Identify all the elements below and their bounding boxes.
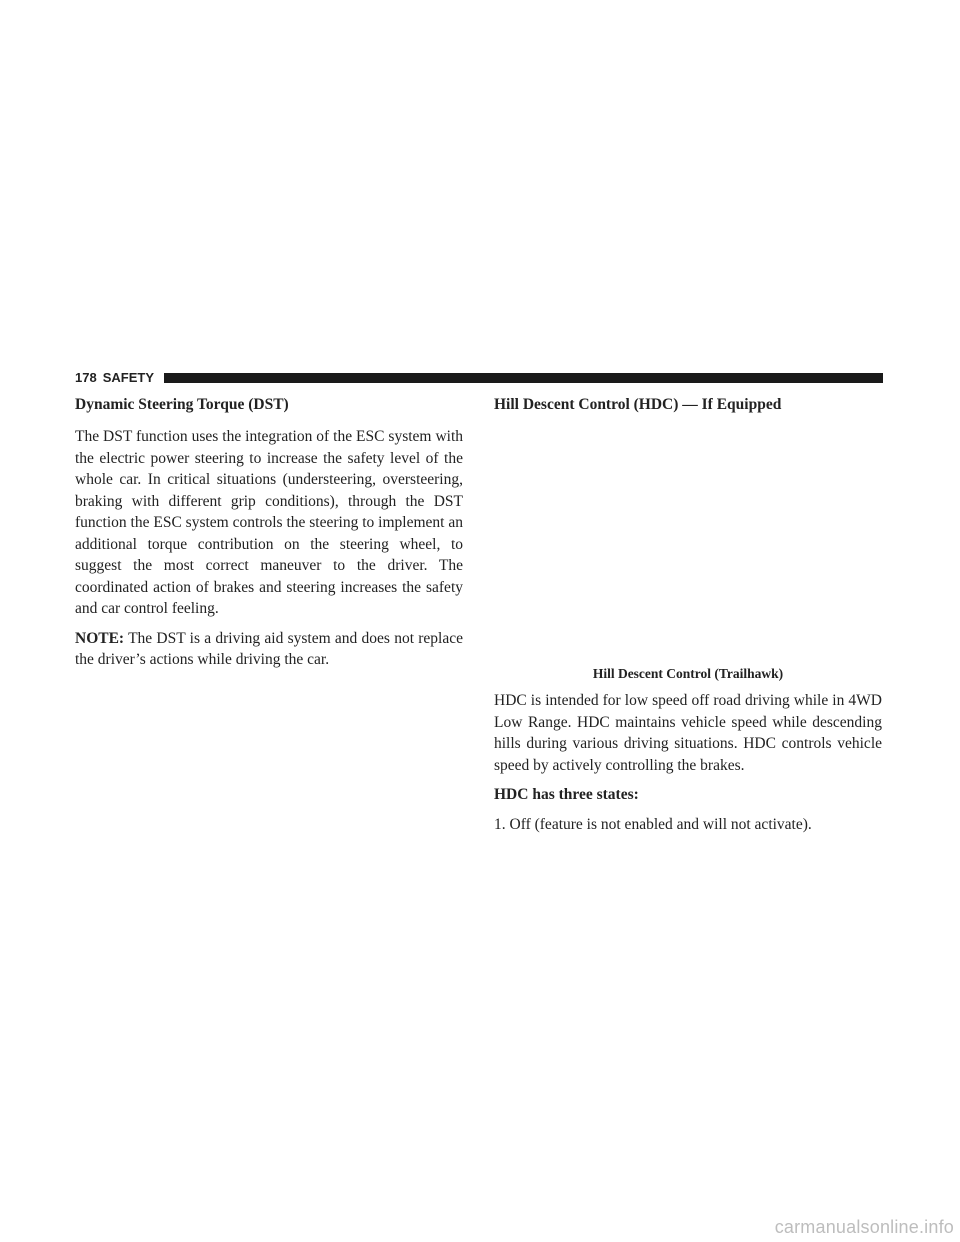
page-header [75,370,883,386]
page-number: 178 [75,370,97,385]
note-text: The DST is a driving aid system and does not replace the driver’s actions while driving the car. [75,629,463,668]
hdc-heading: Hill Descent Control (HDC) — If Equipped [494,396,782,413]
dst-heading: Dynamic Steering Torque (DST) [75,396,289,413]
left-column [75,394,463,679]
right-column [494,394,882,844]
list-item: 1. Off (feature is not enabled and will not activate). [494,816,812,833]
section-title: SAFETY [102,370,154,385]
note-label: NOTE: [75,629,125,647]
hdc-states-subheading: HDC has three states: [494,786,639,803]
dst-paragraph: The DST function uses the integration of the ESC system with the electric power steering to increase the safety level of the whole car. In critical situations (understeering, oversteering, braking with different grip conditions), through the DST function the ESC system controls the steering to implement an additional torque contribution on the steering wheel, to suggest the most correct maneuver to the driver. The coordinated action of brakes and steering increases the safety and car control feeling. [75,428,463,617]
header-rule [164,373,883,383]
dst-note [75,628,463,671]
hdc-figure [494,426,882,664]
figure-caption: Hill Descent Control (Trailhawk) [592,666,784,681]
hdc-paragraph: HDC is intended for low speed off road driving while in 4WD Low Range. HDC maintains vehicle speed while descending hills during various driving situations. HDC controls vehicle speed by actively controlling the brakes. [494,692,882,774]
watermark: carmanualsonline.info [774,1217,954,1237]
